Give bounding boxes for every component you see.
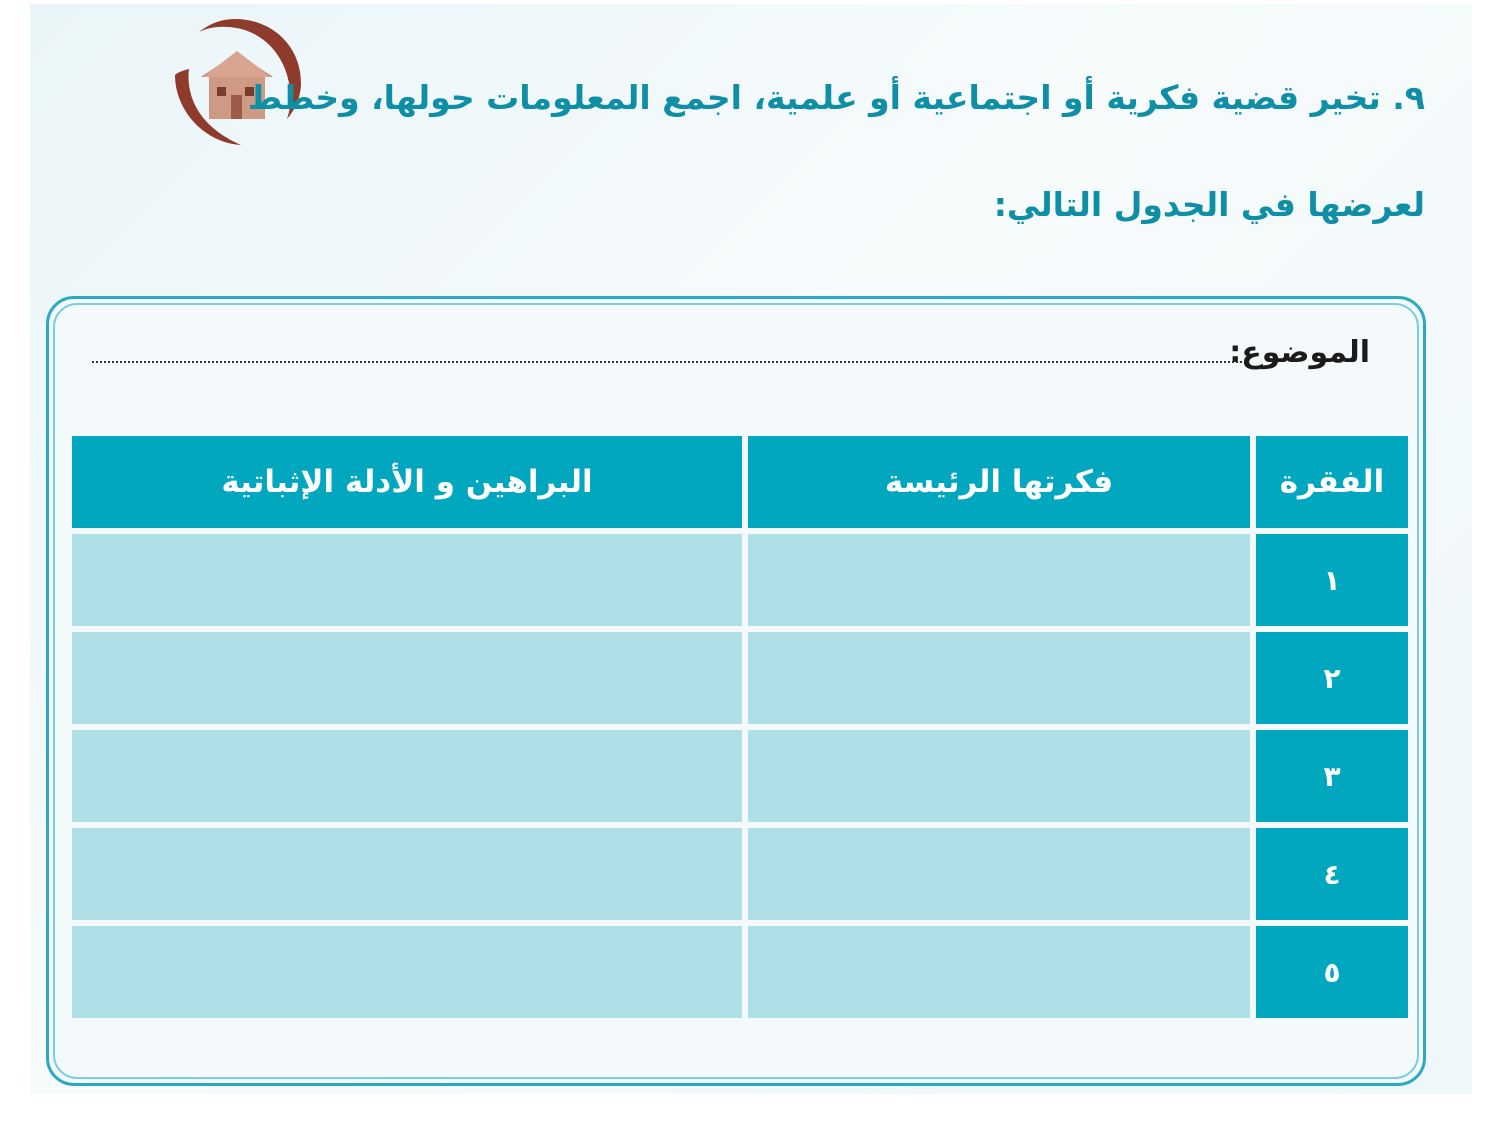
row-number: ١ (1256, 534, 1408, 626)
instruction-line-1: ٩. تخير قضية فكرية أو اجتماعية أو علمية، اجمع المعلومات حولها، وخطط (247, 78, 1425, 117)
main-idea-cell[interactable] (748, 632, 1250, 724)
paragraph-table (66, 430, 1414, 1024)
evidence-cell[interactable] (72, 534, 742, 626)
row-number: ٣ (1256, 730, 1408, 822)
row-number: ٢ (1256, 632, 1408, 724)
main-idea-cell[interactable] (748, 534, 1250, 626)
table-row (72, 534, 1408, 626)
evidence-cell[interactable] (72, 926, 742, 1018)
header-evidence: البراهين و الأدلة الإثباتية (72, 436, 742, 528)
evidence-cell[interactable] (72, 828, 742, 920)
row-number: ٤ (1256, 828, 1408, 920)
evidence-cell[interactable] (72, 632, 742, 724)
table-row (72, 828, 1408, 920)
main-idea-cell[interactable] (748, 828, 1250, 920)
topic-label: الموضوع: (1229, 335, 1370, 370)
main-idea-cell[interactable] (748, 926, 1250, 1018)
table-header-row (72, 436, 1408, 528)
instruction-line-2: لعرضها في الجدول التالي: (993, 185, 1425, 224)
table-row (72, 730, 1408, 822)
table-row (72, 632, 1408, 724)
evidence-cell[interactable] (72, 730, 742, 822)
header-paragraph: الفقرة (1256, 436, 1408, 528)
main-idea-cell[interactable] (748, 730, 1250, 822)
topic-input-line[interactable] (92, 361, 1242, 363)
table-row (72, 926, 1408, 1018)
header-main-idea: فكرتها الرئيسة (748, 436, 1250, 528)
row-number: ٥ (1256, 926, 1408, 1018)
